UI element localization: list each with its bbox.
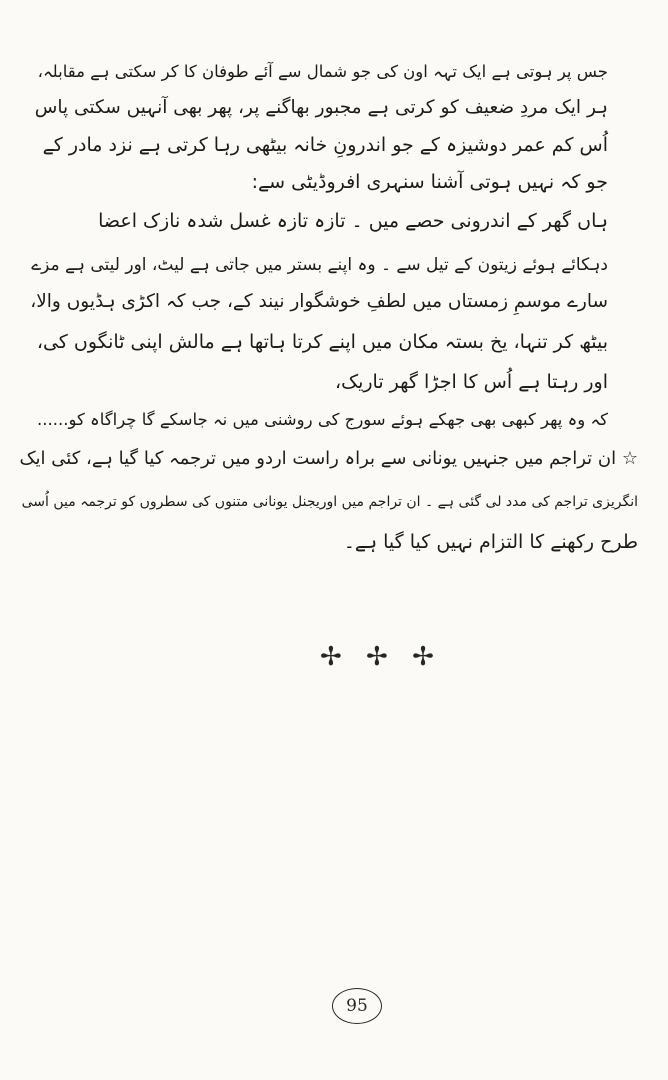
footnote-line: ☆ ان تراجم میں جنہیں یونانی سے براہ راست اردو میں ترجمہ کیا گیا ہے، کئی ایک — [19, 448, 638, 469]
poem-line: اُس کم عمر دوشیزہ کے جو اندرونِ خانہ بیٹھی رہا کرتی ہے نزد مادر کے — [42, 134, 608, 156]
poem-line: جس پر ہوتی ہے ایک تہہ اون کی جو شمال سے آئے طوفان کا کر سکتی ہے مقابلہ، — [37, 62, 608, 81]
footnote-line: انگریزی تراجم کی مدد لی گئی ہے ۔ ان تراجم میں اوریجنل یونانی متنوں کی سطروں کو ترجمہ میں اُسی — [21, 494, 638, 510]
poem-line: جو کہ نہیں ہوتی آشنا سنہری افروڈیٹی سے: — [251, 171, 608, 193]
poem-line: دہکائے ہوئے زیتون کے تیل سے ۔ وہ اپنے بستر میں جاتی ہے لیٹ، اور لیتی ہے مزے — [31, 255, 608, 275]
poem-line: ہر ایک مردِ ضعیف کو کرتی ہے مجبور بھاگنے پر، پھر بھی آنہیں سکتی پاس — [34, 97, 608, 118]
page-number-badge — [332, 988, 382, 1024]
footnote-line: طرح رکھنے کا التزام نہیں کیا گیا ہے۔ — [343, 531, 638, 553]
section-divider-ornament: ✢ ✢ ✢ — [320, 642, 442, 672]
poem-line: ہاں گھر کے اندرونی حصے میں ۔ تازہ تازہ غسل شدہ نازک اعضا — [98, 210, 608, 232]
page-number-text: 95 — [346, 996, 368, 1016]
poem-line: اور رہتا ہے اُس کا اجڑا گھر تاریک، — [334, 371, 608, 393]
poem-line: بیٹھ کر تنہا، یخ بستہ مکان میں اپنے کرتا ہاتھا ہے مالش اپنی ٹانگوں کی، — [36, 331, 608, 353]
poem-line: سارے موسمِ زمستاں میں لطفِ خوشگوار نیند کے، جب کہ اکڑی ہڈیوں والا، — [30, 291, 608, 312]
poem-line: کہ وہ پھر کبھی بھی جھکے ہوئے سورج کی روشنی میں نہ جاسکے گا چراگاہ کو...... — [36, 410, 608, 429]
